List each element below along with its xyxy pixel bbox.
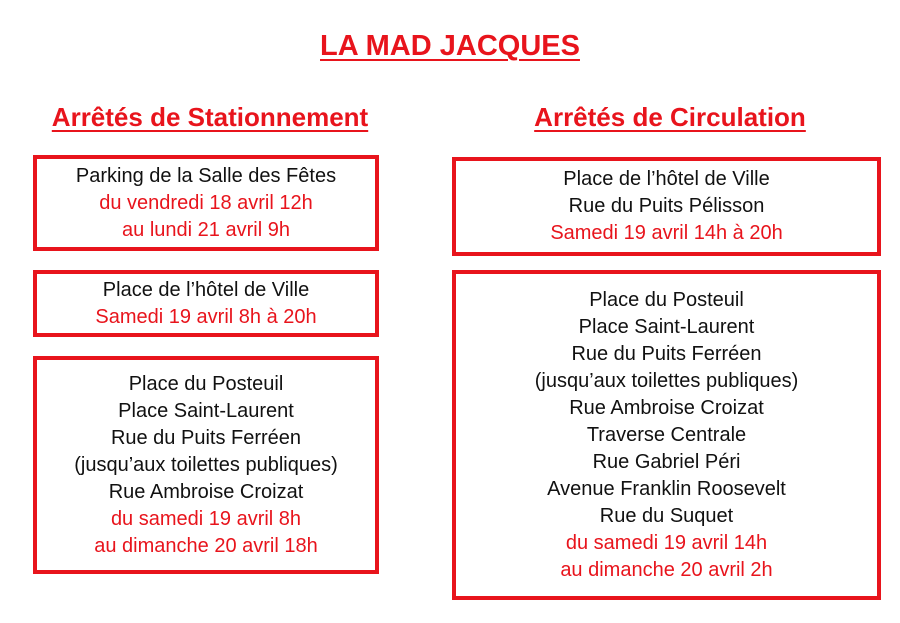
date-line: du samedi 19 avril 8h bbox=[110, 507, 302, 530]
traffic-order-box bbox=[452, 270, 881, 600]
location-line: Place de l’hôtel de Ville bbox=[563, 168, 770, 190]
location-line: Place du Posteuil bbox=[589, 288, 744, 311]
parking-order-box bbox=[33, 356, 379, 574]
date-line: au dimanche 20 avril 2h bbox=[560, 558, 773, 581]
date-line: Samedi 19 avril 14h à 20h bbox=[550, 222, 783, 244]
location-line: Rue du Puits Ferréen bbox=[571, 342, 762, 365]
date-line: au lundi 21 avril 9h bbox=[122, 218, 290, 241]
location-line: Rue du Suquet bbox=[599, 504, 734, 527]
date-line: au dimanche 20 avril 18h bbox=[94, 534, 318, 557]
date-line: Samedi 19 avril 8h à 20h bbox=[95, 305, 317, 328]
date-line: du samedi 19 avril 14h bbox=[565, 531, 768, 554]
location-line: Avenue Franklin Roosevelt bbox=[547, 477, 786, 500]
page-title: LA MAD JACQUES bbox=[320, 30, 580, 62]
location-line: Place Saint-Laurent bbox=[118, 399, 294, 422]
location-line: Parking de la Salle des Fêtes bbox=[75, 164, 337, 187]
location-line: (jusqu’aux toilettes publiques) bbox=[74, 453, 338, 476]
location-line: Place de l’hôtel de Ville bbox=[102, 278, 310, 301]
location-line: Rue du Puits Ferréen bbox=[110, 426, 302, 449]
location-line: Rue Ambroise Croizat bbox=[108, 480, 304, 503]
location-line: Place Saint-Laurent bbox=[578, 315, 755, 338]
parking-orders-heading: Arrêtés de Stationnement bbox=[51, 102, 369, 132]
location-line: Place du Posteuil bbox=[128, 372, 284, 395]
date-line: du vendredi 18 avril 12h bbox=[99, 191, 313, 214]
location-line: Rue du Puits Pélisson bbox=[568, 195, 765, 217]
parking-order-box bbox=[33, 270, 379, 337]
parking-order-box bbox=[33, 155, 379, 251]
location-line: (jusqu’aux toilettes publiques) bbox=[534, 369, 799, 392]
location-line: Traverse Centrale bbox=[586, 423, 747, 446]
traffic-order-box bbox=[452, 157, 881, 256]
location-line: Rue Gabriel Péri bbox=[592, 450, 741, 473]
location-line: Rue Ambroise Croizat bbox=[569, 396, 764, 419]
traffic-orders-heading: Arrêtés de Circulation bbox=[534, 102, 806, 132]
